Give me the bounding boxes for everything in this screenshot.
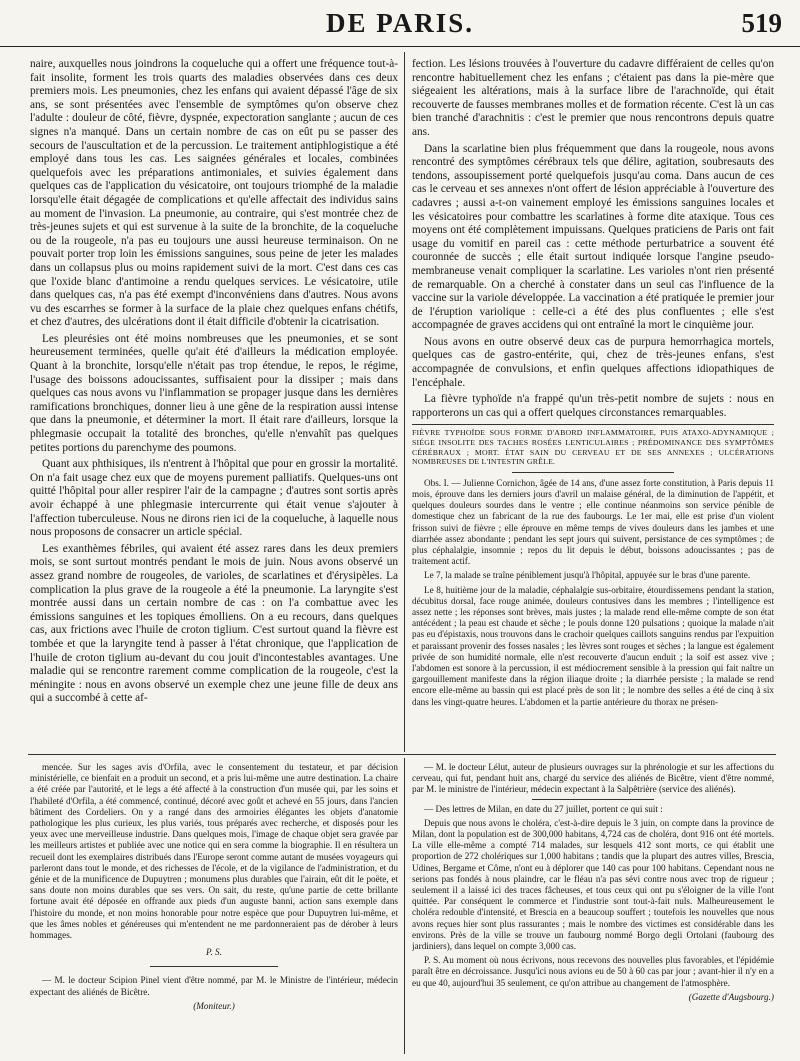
journal-title: DE PARIS. bbox=[325, 8, 475, 38]
right-paragraph-4: La fièvre typhoïde n'a frappé qu'un très-petit nombre de sujets : nous en rapporterons un cas qui a offert quelques circonstances remarquables. bbox=[412, 393, 774, 419]
milan-ps: P. S. Au moment où nous écrivons, nous recevons des nouvelles plus favorables, et l'épidémie paraît être en décroissance. Jusqu'ici nous avions eu de 50 à 60 cas par jour ; avant-hier il n'y en a eu que 40, aujourd'hui 35 seulement, ce qu'on attribue au changement de l'atmosphère. bbox=[412, 955, 774, 988]
observation-rule-short bbox=[512, 472, 674, 473]
signature: P. S. bbox=[206, 947, 222, 958]
observation-paragraph-3: Le 8, huitième jour de la maladie, céphalalgie sus-orbitaire, étourdissemens pendant la station, décubitus dorsal, face rouge animée, douleurs contusives dans les membres ; l'intelligence est assez nette ; les réponses sont brèves, mais justes ; la malade rend elle-même compte de son état antécédent ; la peau est chaude et sèche ; le pouls donne 120 pulsations ; quoique la malade n'ait pas eu d'épistaxis, nous trouvons dans le crachoir quelques caillots sanguins rendus par l'expuition et paraissant provenir des fosses nasales ; les lèvres sont rouges et sèches ; la langue est également privée de son humidité normale, elle n'est recouverte d'aucun enduit ; la soif est assez vive ; l'abdomen est sonore à la percussion, il est médiocrement sensible à la pression qui fait naître un gargouillement manifeste dans la région iliaque droite ; la diarrhée persiste ; la malade se rend encore elle-même au bassin qui est placé près de son lit ; le nombre des selles a été de cinq à six dans les vingt-quatre heures. L'abdomen et la partie antérieure du thorax ne présen- bbox=[412, 584, 774, 707]
bottom-left-column bbox=[30, 762, 398, 1054]
observation-rule bbox=[412, 424, 774, 425]
observation-heading: FIÈVRE TYPHOÏDE SOUS FORME D'ABORD INFLAMMATOIRE, PUIS ATAXO-ADYNAMIQUE ; SIÉGE INSOLITE DES TACHES ROSÉES LENTICULAIRES ; PRÉDOMINANCE DES SYMPTÔMES CÉRÉBRAUX ; MORT. ÉTAT SAIN DU CERVEAU ET DE SES ANNEXES ; ULCÉRATIONS NOMBREUSES DE L'INTESTIN GRÊLE. bbox=[412, 428, 774, 467]
left-paragraph-3: Quant aux phthisiques, ils n'entrent à l'hôpital que pour en grossir la mortalité. On n'a fait usage chez eux que de moyens purement palliatifs. Quelques-uns ont quitté l'hôpital pour aller respirer l'air de la campagne ; d'autres sont sortis après avoir échappé à une phlegmasie intercurrente qui était venue s'ajouter à l'affection tuberculeuse. Nous ne dirons rien ici de la coqueluche, à laquelle nous nous proposons de consacrer un article spécial. bbox=[30, 458, 398, 539]
left-paragraph-4: Les exanthèmes fébriles, qui avaient été assez rares dans les deux premiers mois, se sont surtout montrés pendant le mois de juin. Nous avons observé un assez grand nombre de rougeoles, de varioles, de scarlatines et d'érysipèles. La complication la plus grave de la rougeole a été la pneumonie. La laryngite s'est montrée aussi dans un certain nombre de cas : on l'a combattue avec les émissions sanguines et les topiques émolliens. On a eu recours, dans quelques cas, aux frictions avec l'huile de croton tiglium. C'est surtout quand la fièvre est tombée et que la laryngite tend à passer à l'état chronique, que l'application de l'huile de croton tiglium au-devant du cou jouit d'incontestables avantages. Une maladie qui se rencontre rarement comme complication de la rougeole, c'est la méningite : nous en avons observé un exemple chez une jeune fille de deux ans qui a succombé à cette af- bbox=[30, 542, 398, 705]
left-paragraph-1: naire, auxquelles nous joindrons la coqueluche qui a offert une fréquence tout-à-fait insolite, forment les trois quarts des maladies observées dans ces deux premiers mois. Les pneumonies, chez les enfans qui avaient dépassé l'âge de six ans, se sont présentées avec l'ensemble de symptômes qu'on observe chez l'adulte : douleur de côté, fièvre, dyspnée, expectoration sanglante ; aucun de ces signes n'a manqué. Dans un certain nombre de cas on eût pu se passer des secours de l'auscultation et de la percussion. Le traitement antiphlogistique a été employé dans tous les cas. Les saignées générales et locales, combinées quelquefois avec les préparations antimoniales, et suivies également dans quelques cas de l'application du vésicatoire, ont toujours triomphé de la maladie lorsqu'elle était dégagée de complications et qu'elle affectait des individus sains au moment de l'invasion. La pneumonie, au contraire, qui s'est montrée chez de très-jeunes sujets et qui est survenue à la suite de la bronchite, de la coqueluche ou de la rougeole, n'a pas eu toujours une aussi heureuse terminaison. On ne pouvait porter trop loin les émissions sanguines, sous peine de jeter les malades dans un collapsus plus ou moins rapidement suivi de la mort. C'est dans ces cas que l'oxide blanc d'antimoine a rendu quelques services. Le vésicatoire, utile dans quelques cas, n'a pas été exempt d'inconvéniens dans d'autres. Nous avons vu des escarrhes se former à la surface de la plaie chez quelques enfans chétifs, et chez d'autres, des ulcérations dont il était difficile d'obtenir la cicatrisation. bbox=[30, 58, 398, 329]
observation-paragraph-2: Le 7, la malade se traîne péniblement jusqu'à l'hôpital, appuyée sur le bras d'une parente. bbox=[424, 570, 751, 581]
pinel-note: — M. le docteur Scipion Pinel vient d'être nommé, par M. le Ministre de l'intérieur, médecin expectant des aliénés de Bicêtre. bbox=[30, 975, 398, 997]
short-rule-right bbox=[532, 799, 654, 800]
milan-intro: — Des lettres de Milan, en date du 27 juillet, portent ce qui suit : bbox=[424, 803, 663, 814]
short-rule bbox=[150, 966, 278, 967]
lelut-note: — M. le docteur Lélut, auteur de plusieurs ouvrages sur la phrénologie et sur les affections du cerveau, qui fut, pendant huit ans, chargé du service des aliénés de Bicêtre, vient d'être nommé, par M. le ministre de l'intérieur, médecin expectant à la Salpêtrière (service des aliénés). bbox=[412, 762, 774, 795]
right-paragraph-1: fection. Les lésions trouvées à l'ouverture du cadavre différaient de celles qu'on rencontre habituellement chez les enfans ; c'étaient pas dans la pie-mère que siégeaient les altérations, mais à la surface libre de l'arachnoïde, qui était recouverte de fausses membranes molles et de formation récente. C'est là un cas bien tranché d'arachnitis : c'est le premier que nous rencontrons depuis quatre ans. bbox=[412, 58, 774, 138]
bottom-left-paragraph: mencée. Sur les sages avis d'Orfila, avec le consentement du testateur, et par décision ministérielle, ce bienfait en a produit un second, et a pris lui-même une autre destination. La chaire a été créée par l'autorité, et le legs a été affecté à la construction d'un musée qui, par les soins et l'habileté d'Orfila, a été commencé, continué, décoré avec goût et achevé en 55 jours, dans l'ancien bâtiment des Cordeliers. On y a rangé dans des armoiries élégantes les objets d'anatomie pathologique les plus curieux, les plus variés, tous préparés avec recherche, et disposés pour les yeux avec une merveilleuse industrie. Dans quelques mois, l'image de chaque objet sera gravée par les meilleurs artistes et publiée avec une notice qui en sera comme la biographie. Il en résultera un recueil dont les exemplaires distribués dans l'Europe seront comme autant de musées voyageurs qui parleront dans tout le monde, et des richesses de l'école, et de la vigilance de l'administration, et du génie et de la munificence de Dupuytren ; monumens plus durables que l'airain, eût dit le poëte, et sans doute non moins durables que ses vers. On sait, du reste, qu'une partie de cette brillante fortune avait été déposée en offrande aux pieds d'un auguste banni, action sans exemple dans l'histoire du monde, et non moins honorable pour notre espèce que pour Dupuytren lui-même, et que les âmes nobles et généreuses qui m'entendent ne me pardonneraient pas de dérober à leurs hommages. bbox=[30, 762, 398, 941]
right-paragraph-3: Nous avons en outre observé deux cas de purpura hemorrhagica mortels, quelques cas de gastro-entérite, qui, chez de très-jeunes enfans, s'est accompagnée de convulsions, et enfin quelques affections idiopathiques de l'encéphale. bbox=[412, 335, 774, 389]
moniteur-source: (Moniteur.) bbox=[193, 1000, 235, 1011]
gazette-source: (Gazette d'Augsbourg.) bbox=[688, 991, 774, 1002]
left-paragraph-2: Les pleurésies ont été moins nombreuses que les pneumonies, et se sont heureusement terminées, quelle qu'ait été d'ailleurs la médication employée. Quant à la bronchite, lorsqu'elle n'était pas trop étendue, le repos, le régime, l'usage des boissons adoucissantes, suffisaient pour la dissiper ; mais dans quelques cas nous avons vu l'inflammation se propager jusque dans les dernières ramifications bronchiques, donner lieu à une gêne de la respiration aussi intense que dans la pneumonie, et déterminer la mort. Il était rare d'ailleurs, lorsque la phlegmasie occupait la totalité des bronches, qu'elle n'envahît pas quelques petites portions du parenchyme des poumons. bbox=[30, 332, 398, 454]
milan-text: Depuis que nous avons le choléra, c'est-à-dire depuis le 3 juin, on compte dans la province de Milan, dont la population est de 300,000 habitans, 4,724 cas de choléra, dont 916 ont été mortels. La ville elle-même a compté 714 malades, sur lesquels 412 sont morts, ce qui établit une proportion de 272 cholériques sur 1,000 habitans ; tandis que la plupart des autres villes, Brescia, Udines, Bergame et Côme, n'ont eu à déplorer que 140 cas pour 100 habitans. Cependant nous ne serions pas fondés à nous plaindre, car le fléau n'a pas sévi contre nous avec trop de rigueur ; seulement il a laissé ici des traces fâcheuses, et tous ceux qui ont pu s'éloigner de la ville l'ont quittée. Par conséquent le commerce et l'industrie sont tout-à-fait nuls. Malheureusement le choléra redouble d'intensité, et Brescia en a beaucoup souffert ; toutefois les nouvelles que nous avons reçues hier sont plus rassurantes ; mais le nombre des victimes est considérable dans les environs. Près de la ville se trouve un faubourg nommé Borgo degli Ortolani (faubourg des jardiniers), dans lequel on compte 3,000 cas. bbox=[412, 817, 774, 952]
column-divider-upper bbox=[404, 52, 405, 752]
observation-body bbox=[412, 478, 774, 708]
page-number: 519 bbox=[741, 8, 782, 38]
column-divider-lower bbox=[404, 758, 405, 1054]
right-paragraph-2: Dans la scarlatine bien plus fréquemment que dans la rougeole, nous avons rencontré des symptômes cérébraux tels que délire, agitation, soubresauts des tendons, assoupissement porté quelquefois jusqu'au coma. Dans aucun de ces cas le cerveau et ses annexes n'ont offert de lésion appréciable à l'ouverture des cadavres ; aussi a-t-on vainement employé les émissions sanguines locales et les vésicatoires pour combattre les scarlatines à forme dite ataxique. Tous ces moyens ont été complètement impuissans. Quelques praticiens de Paris ont fait usage du vomitif en pareil cas : cette méthode perturbatrice a souvent été couronnée de succès ; elle était surtout indiquée lorsque l'angine pseudo-membraneuse venait compliquer la scarlatine. Les varioles n'ont rien présenté de remarquable. On a cherché à constater dans un seul cas l'influence de la vaccine sur la variole développée. La vaccination a été pratiquée le premier jour de l'éruption variolique : celle-ci a été des plus confluentes ; elle s'est accompagnée de graves accidens qui ont entraîné la mort le cinquième jour. bbox=[412, 142, 774, 332]
bottom-right-column bbox=[412, 762, 774, 1054]
feuilleton-divider bbox=[28, 754, 776, 755]
observation-paragraph-1: Obs. I. — Julienne Cornichon, âgée de 14 ans, d'une assez forte constitution, à Paris depuis 11 mois, éprouve dans les derniers jours d'avril un malaise général, de la diminution de l'appétit, et quelques douleurs sourdes dans le ventre ; elle continue néanmoins son service pénible de domestique chez un fabricant de la rue des faubourgs. Le 1er mai, elle est prise d'un violent frisson suivi de fièvre ; elle éprouve en même temps de vives douleurs dans les jambes et une diarrhée assez abondante ; pendant les sept jours qui suivent, persistance de ces symptômes ; de plus céphalalgie, insomnie ; repos du lit depuis le début, boissons adoucissantes ; pas de traitement actif. bbox=[412, 477, 774, 567]
page-header bbox=[0, 0, 800, 47]
left-column bbox=[30, 58, 398, 750]
right-column bbox=[412, 58, 774, 750]
